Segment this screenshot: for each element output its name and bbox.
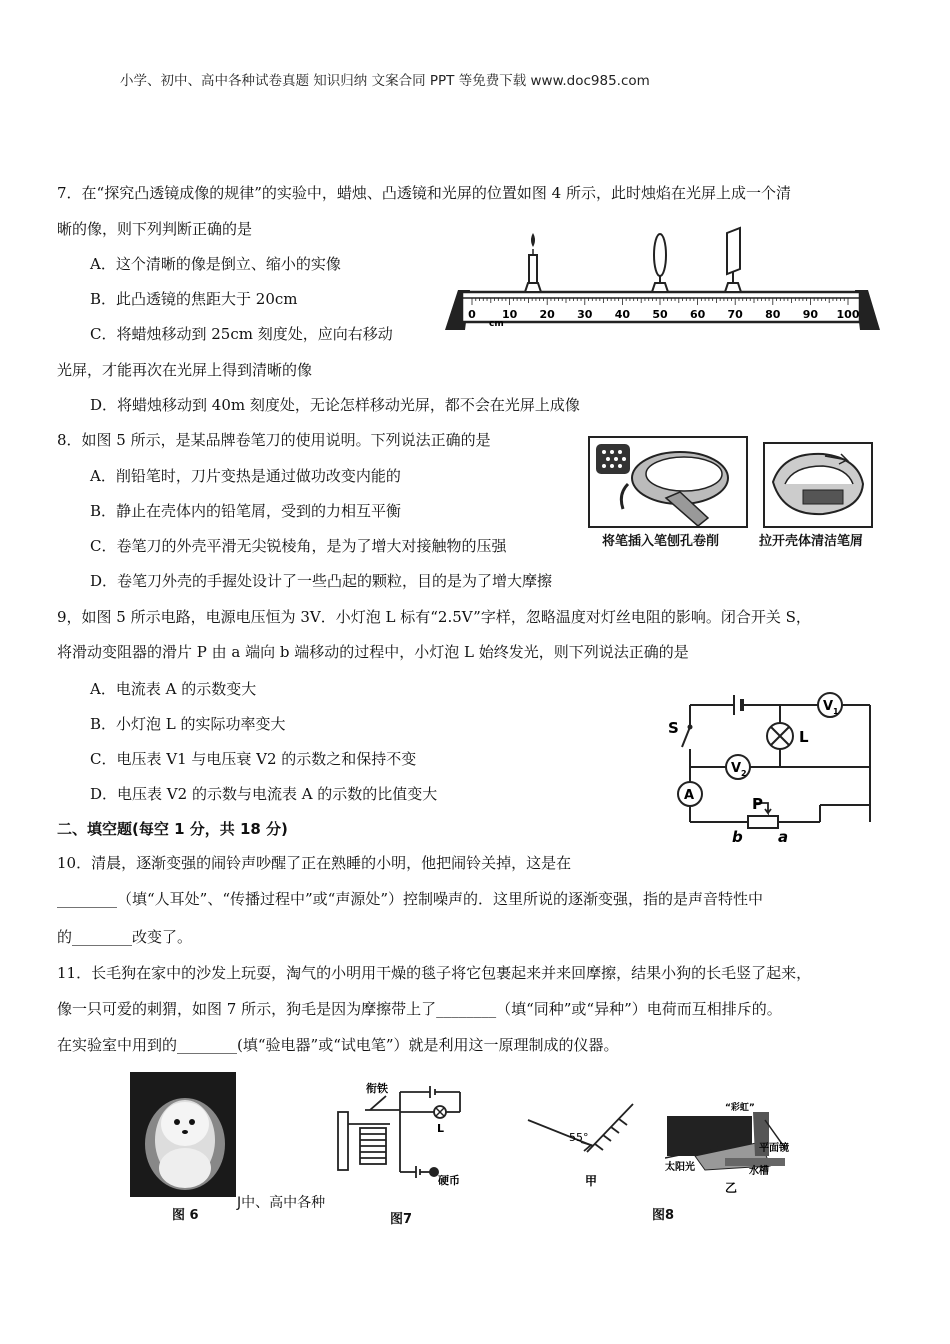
label-l: L	[799, 728, 809, 746]
q9-option-b: B．小灯泡 L 的实际功率变大	[90, 715, 286, 733]
fig6-label: 图 6	[172, 1208, 199, 1223]
switch-blade	[682, 727, 690, 747]
fig8-angle: 55°	[569, 1131, 589, 1144]
q10-line1: 10．清晨，逐渐变强的闹铃声吵醒了正在熟睡的小明，他把闹铃关掉，这是在	[57, 854, 572, 872]
fig8-mirror-label: 平面镜	[759, 1143, 789, 1154]
fig8-jia-mirror	[525, 1092, 640, 1192]
fig8-label: 图8	[652, 1208, 675, 1223]
svg-text:L: L	[437, 1122, 445, 1135]
label-s: S	[668, 719, 679, 737]
fig7-label: 图7	[390, 1212, 413, 1227]
ruler-label: 80	[765, 308, 781, 321]
rheostat	[748, 816, 778, 828]
ruler-label: 0	[468, 308, 476, 321]
fig8-water-label: 水槽	[749, 1166, 769, 1177]
ruler-label: 50	[652, 308, 668, 321]
q8-option-d: D．卷笔刀外壳的手握处设计了一些凸起的颗粒，目的是为了增大摩擦	[90, 572, 553, 590]
q11-line1: 11．长毛狗在家中的沙发上玩耍，淘气的小明用干燥的毯子将它包裹起来并来回摩擦，结果小狗的长毛竖了起来，	[57, 964, 812, 982]
svg-text:V: V	[823, 699, 834, 714]
q11-line2: 像一只可爱的刺猬，如图 7 所示，狗毛是因为摩擦带上了________（填“同种”或“异种”）电荷而互相排斥的。	[57, 1000, 782, 1018]
label-a-end: a	[778, 828, 789, 845]
q10-line3: 的________改变了。	[57, 928, 193, 946]
label-b: b	[732, 828, 743, 845]
q8-stem: 8．如图 5 所示，是某品牌卷笔刀的使用说明。下列说法正确的是	[57, 431, 491, 449]
ruler-label: 10	[501, 308, 518, 321]
light-screen	[725, 228, 741, 292]
ruler-label: 20	[539, 308, 555, 321]
fig7-relay-circuit	[330, 1072, 470, 1192]
q9-stem-line1: 9，如图 5 所示电路，电源电压恒为 3V．小灯泡 L 标有“2.5V”字样，忽略温度对灯丝电阻的影响。闭合开关 S，	[57, 608, 811, 626]
q7-option-c-line2: 光屏，才能再次在光屏上得到清晰的像	[57, 361, 313, 379]
q9-option-c: C．电压表 V1 与电压衰 V2 的示数之和保持不变	[90, 750, 417, 768]
q8-option-a: A．削铅笔时，刀片变热是通过做功改变内能的	[90, 467, 401, 485]
q7-option-a: A．这个清晰的像是倒立、缩小的实像	[90, 255, 341, 273]
q9-option-d: D．电压表 V2 的示数与电流表 A 的示数的比值变大	[90, 785, 438, 803]
q9-stem-line2: 将滑动变阻器的滑片 P 由 a 端向 b 端移动的过程中，小灯泡 L 始终发光，则下列说法正确的是	[57, 643, 689, 661]
q9-option-a: A．电流表 A 的示数变大	[90, 680, 257, 698]
optical-bench-figure	[440, 225, 885, 335]
section-title: 二、填空题(每空 1 分，共 18 分)	[57, 820, 288, 838]
circuit-diagram	[660, 685, 885, 845]
q7-stem-line1: 7．在“探究凸透镜成像的规律”的实验中，蜡烛、凸透镜和光屏的位置如图 4 所示，此时烛焰在光屏上成一个清	[57, 184, 791, 202]
fig8-sun-label: 太阳光	[665, 1162, 695, 1173]
q7-option-d: D．将蜡烛移动到 40m 刻度处，无论怎样移动光屏，都不会在光屏上成像	[90, 396, 580, 414]
sharpener-insert-illustration	[588, 436, 748, 528]
fig8-yi-prism	[665, 1100, 815, 1195]
svg-text:“彩虹”: “彩虹”	[725, 1103, 755, 1113]
svg-text:V: V	[731, 761, 742, 776]
page-header: 小学、初中、高中各种试卷真题 知识归纳 文案合同 PPT 等免费下载 www.doc985.com	[120, 73, 650, 89]
svg-text:甲: 甲	[585, 1174, 598, 1188]
svg-text:乙: 乙	[725, 1181, 738, 1195]
label-a: A	[684, 788, 695, 803]
svg-text:2: 2	[741, 769, 747, 778]
sharpener-clean-illustration	[763, 442, 873, 528]
ruler-label: 60	[689, 308, 706, 321]
ruler-label: 70	[727, 308, 743, 321]
ruler-label: 100	[836, 308, 860, 321]
candle	[525, 233, 541, 292]
svg-text:1: 1	[833, 707, 839, 716]
fig7-tiexian-label: 衔铁	[366, 1082, 388, 1095]
sharpener-caption-left: 将笔插入笔刨孔卷削	[602, 534, 720, 549]
ruler-unit: cm	[489, 319, 504, 329]
sharpener-caption-right: 拉开壳体清洁笔屑	[759, 534, 864, 549]
convex-lens	[652, 234, 668, 292]
ruler-label: 30	[577, 308, 593, 321]
ruler-label: 40	[614, 308, 631, 321]
q7-stem-line2: 晰的像，则下列判断正确的是	[57, 220, 253, 238]
q11-line3: 在实验室中用到的________(填“验电器”或“试电笔”）就是利用这一原理制成的仪器。	[57, 1036, 619, 1054]
fig7-coin-label: 硬币	[438, 1174, 460, 1187]
q10-line2: ________（填“人耳处”、“传播过程中”或“声源处”）控制噪声的．这里所说的逐渐变强，指的是声音特性中	[57, 890, 764, 908]
q7-option-b: B．此凸透镜的焦距大于 20cm	[90, 290, 298, 308]
fig6-dog-photo	[130, 1072, 236, 1197]
ruler-label: 90	[802, 308, 819, 321]
q8-option-c: C．卷笔刀的外壳平滑无尖锐棱角，是为了增大对接触物的压强	[90, 537, 507, 555]
fig6-overlay-text: J中、高中各种	[237, 1195, 326, 1211]
q8-option-b: B．静止在壳体内的铅笔屑，受到的力相互平衡	[90, 502, 402, 520]
q7-option-c-line1: C．将蜡烛移动到 25cm 刻度处，应向右移动	[90, 325, 393, 343]
label-p: P	[752, 795, 763, 813]
